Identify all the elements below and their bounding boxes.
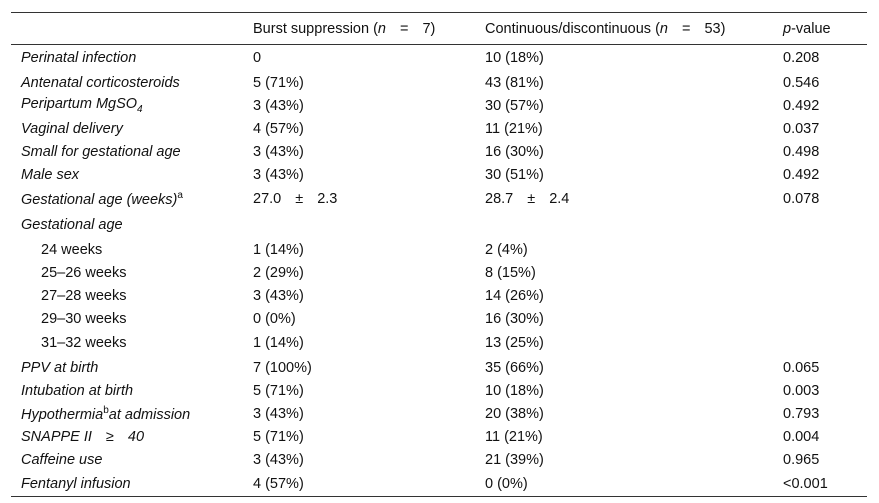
row-label: 31–32 weeks (41, 335, 127, 351)
table-row (11, 425, 867, 448)
burst-value: 5 (71%) (253, 74, 304, 91)
p-value (773, 284, 867, 307)
continuous-value (475, 212, 773, 238)
p-value (773, 212, 867, 238)
p-value: 0.498 (783, 143, 820, 160)
burst-value: 5 (71%) (253, 382, 304, 399)
p-value: 0.492 (783, 166, 820, 183)
row-label: SNAPPE II ≥ 40 (21, 428, 145, 445)
table-row (11, 140, 867, 163)
burst-value: 0 (253, 50, 262, 66)
table-row (11, 307, 867, 330)
row-label: Small for gestational age (21, 143, 181, 160)
p-value: 0.492 (783, 97, 820, 114)
p-value: 0.003 (783, 382, 820, 399)
row-label: Gestational age (weeks)$^a$ (21, 190, 183, 208)
table-row (11, 379, 867, 402)
continuous-value: 11 (21%) (485, 120, 543, 137)
burst-value (243, 212, 475, 238)
table-row (11, 261, 867, 284)
table-row (11, 186, 867, 212)
row-label: Vaginal delivery (21, 120, 123, 137)
row-label: Fentanyl infusion (11, 471, 243, 497)
p-value (773, 261, 867, 284)
continuous-value: 10 (18%) (485, 50, 544, 66)
p-value: 0.793 (783, 405, 820, 422)
burst-value: 27.0 ± 2.3 (253, 191, 338, 207)
comparison-table (11, 12, 867, 497)
burst-value: 3 (43%) (253, 405, 304, 422)
burst-value: 1 (14%) (253, 335, 304, 351)
burst-value: 3 (43%) (253, 97, 304, 114)
table-row (11, 94, 867, 117)
continuous-value: 2 (4%) (485, 241, 528, 258)
row-label: Intubation at birth (21, 382, 134, 399)
header-burst-suppression: Burst suppression (n = 7) (243, 13, 475, 45)
row-label: 24 weeks (41, 241, 103, 258)
p-value: 0.208 (783, 50, 820, 66)
continuous-value: 30 (57%) (485, 97, 544, 114)
p-value: 0.546 (783, 74, 820, 91)
header-continuous: Continuous/discontinuous (n = 53) (475, 13, 773, 45)
burst-value: 5 (71%) (253, 428, 304, 445)
row-label: Antenatal corticosteroids (21, 74, 180, 91)
burst-value: 7 (100%) (253, 359, 312, 376)
row-label: Caffeine use (21, 451, 103, 468)
row-label: 27–28 weeks (41, 287, 127, 304)
burst-value: 4 (57%) (243, 471, 475, 497)
row-label: PPV at birth (21, 359, 99, 376)
p-value (773, 238, 867, 261)
burst-value: 2 (29%) (253, 264, 304, 281)
table-row (11, 402, 867, 425)
burst-value: 3 (43%) (253, 451, 304, 468)
continuous-value: 16 (30%) (485, 310, 544, 327)
p-value: 0.078 (783, 191, 820, 207)
table-row (11, 117, 867, 140)
p-value (773, 307, 867, 330)
table-row (11, 45, 867, 72)
row-label: Hypothermia$^b$at admission (21, 404, 191, 423)
burst-value: 3 (43%) (253, 287, 304, 304)
continuous-value: 35 (66%) (485, 359, 544, 376)
header-p-value: p-value (773, 13, 867, 45)
continuous-value: 28.7 ± 2.4 (485, 191, 570, 207)
row-label: Gestational age (21, 217, 123, 233)
table-row (11, 284, 867, 307)
header-row (11, 13, 867, 45)
p-value (773, 330, 867, 356)
p-value: 0.065 (783, 359, 820, 376)
table-row (11, 238, 867, 261)
continuous-value: 13 (25%) (485, 335, 544, 351)
continuous-value: 14 (26%) (485, 287, 544, 304)
row-label: 29–30 weeks (41, 310, 127, 327)
p-value: 0.004 (783, 428, 820, 445)
continuous-value: 11 (21%) (485, 428, 543, 445)
row-label: Male sex (21, 166, 80, 183)
row-label: Peripartum MgSO$_4$ (21, 96, 143, 115)
continuous-value: 21 (39%) (485, 451, 544, 468)
burst-value: 1 (14%) (253, 241, 304, 258)
continuous-value: 43 (81%) (485, 74, 544, 91)
row-label: Perinatal infection (21, 50, 137, 66)
p-value: 0.965 (783, 451, 820, 468)
table-row (11, 71, 867, 94)
table-row (11, 212, 867, 238)
table-row (11, 448, 867, 471)
continuous-value: 20 (38%) (485, 405, 544, 422)
p-value: <0.001 (773, 471, 867, 497)
row-label: 25–26 weeks (41, 264, 127, 281)
table-row (11, 471, 867, 497)
burst-value: 0 (0%) (253, 310, 296, 327)
burst-value: 3 (43%) (253, 143, 304, 160)
continuous-value: 30 (51%) (485, 166, 544, 183)
continuous-value: 16 (30%) (485, 143, 544, 160)
table-row (11, 163, 867, 186)
continuous-value: 8 (15%) (485, 264, 536, 281)
header-blank (11, 13, 243, 45)
p-value: 0.037 (783, 120, 820, 137)
table-row (11, 330, 867, 356)
table-row (11, 356, 867, 379)
burst-value: 4 (57%) (253, 120, 304, 137)
continuous-value: 10 (18%) (485, 382, 544, 399)
continuous-value: 0 (0%) (475, 471, 773, 497)
burst-value: 3 (43%) (253, 166, 304, 183)
